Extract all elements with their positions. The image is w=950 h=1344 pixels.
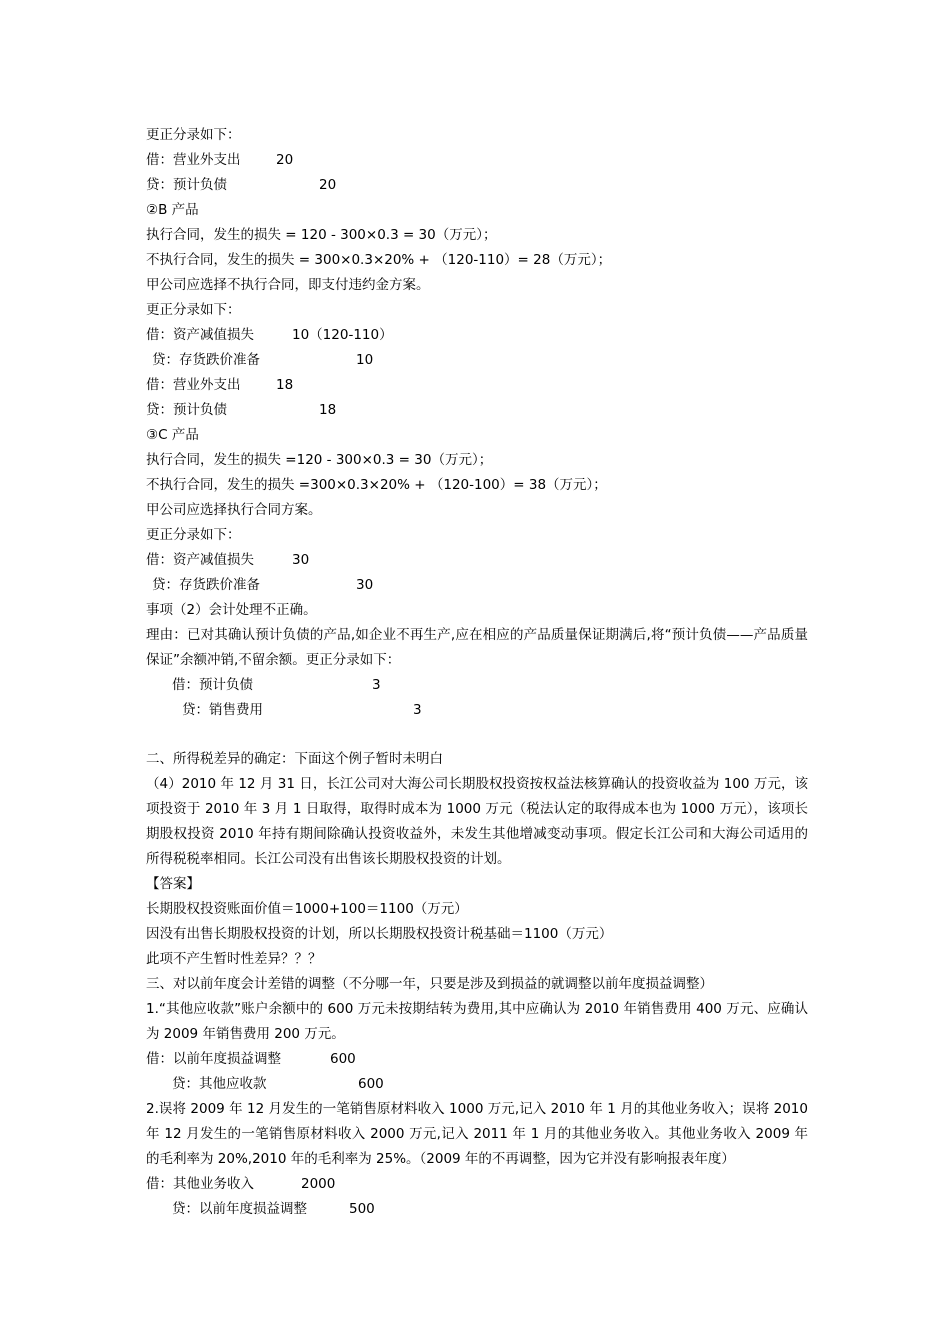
amount: 10（120-110） — [292, 327, 393, 343]
text-line: 更正分录如下： — [146, 527, 241, 543]
journal-debit-line — [146, 1172, 336, 1197]
amount: 3 — [372, 677, 381, 693]
journal-credit-line — [152, 573, 374, 598]
journal-debit-line — [146, 323, 393, 348]
paragraph: 2.误将 2009 年 12 月发生的一笔销售原材料收入 1000 万元,记入 2010 年 1 月的其他业务收入；误将 2010 年 12 月发生的一笔销售原材料收入 2000 万元,记入 2011 年 1 月的其他业务收入。其他业务收入 2009 年的毛利率为 20%,2010 年的毛利率为 25%。（2009 年的不再调整，因为它并没有影响报表年度） — [146, 1101, 808, 1167]
text-line: 甲公司应选择执行合同方案。 — [146, 502, 322, 518]
text-line: 执行合同，发生的损失 = 120 - 300×0.3 = 30（万元）； — [146, 227, 497, 243]
amount: 3 — [413, 702, 422, 718]
amount: 600 — [330, 1051, 356, 1067]
amount: 18 — [276, 377, 294, 393]
journal-credit-line — [152, 348, 374, 373]
amount: 2000 — [301, 1176, 336, 1192]
text-line: 事项（2）会计处理不正确。 — [146, 602, 317, 618]
amount: 20 — [319, 177, 337, 193]
journal-credit-line — [172, 1197, 375, 1222]
journal-debit-line — [146, 373, 294, 398]
text-line: 更正分录如下： — [146, 127, 241, 143]
amount: 30 — [292, 552, 310, 568]
journal-debit-line — [146, 148, 294, 173]
account-name: 贷：存货跌价准备 — [152, 577, 260, 593]
text-line: 甲公司应选择不执行合同，即支付违约金方案。 — [146, 277, 430, 293]
text-line: 长期股权投资账面价值＝1000+100＝1100（万元） — [146, 901, 468, 917]
journal-credit-line — [172, 1072, 384, 1097]
text-line: 此项不产生暂时性差异？？？ — [146, 951, 322, 967]
account-name: 借：预计负债 — [172, 677, 253, 693]
amount: 20 — [276, 152, 294, 168]
account-name: 借：资产减值损失 — [146, 327, 254, 343]
amount: 500 — [349, 1201, 375, 1217]
text-line: 不执行合同，发生的损失 = 300×0.3×20% + （120-110）= 28（万元）； — [146, 252, 612, 268]
section-heading: ③C 产品 — [146, 427, 199, 443]
text-line: 不执行合同，发生的损失 =300×0.3×20% + （120-100）= 38（万元）； — [146, 477, 607, 493]
section-heading: ②B 产品 — [146, 202, 199, 218]
text-line: 【答案】 — [146, 876, 200, 892]
account-name: 借：以前年度损益调整 — [146, 1051, 281, 1067]
section-heading: 二、所得税差异的确定：下面这个例子暂时未明白 — [146, 751, 443, 767]
text-line: 执行合同，发生的损失 =120 - 300×0.3 = 30（万元）； — [146, 452, 493, 468]
journal-credit-line — [146, 398, 337, 423]
journal-credit-line — [146, 173, 337, 198]
text-line: 更正分录如下： — [146, 302, 241, 318]
journal-debit-line — [146, 1047, 356, 1072]
paragraph: （4）2010 年 12 月 31 日，长江公司对大海公司长期股权投资按权益法核算确认的投资收益为 100 万元，该项投资于 2010 年 3 月 1 日取得，取得时成本为 1000 万元（税法认定的取得成本也为 1000 万元），该项长期股权投资 2010 年持有期间除确认投资收益外，未发生其他增减变动事项。假定长江公司和大海公司适用的所得税税率相同。长江公司没有出售该长期股权投资的计划。 — [146, 776, 808, 867]
account-name: 贷：以前年度损益调整 — [172, 1201, 307, 1217]
account-name: 贷：预计负债 — [146, 177, 227, 193]
paragraph: 1.“其他应收款”账户余额中的 600 万元未按期结转为费用,其中应确认为 2010 年销售费用 400 万元、应确认为 2009 年销售费用 200 万元。 — [146, 1001, 808, 1042]
account-name: 借：营业外支出 — [146, 377, 241, 393]
amount: 30 — [356, 577, 374, 593]
journal-credit-line — [182, 698, 422, 723]
paragraph: 理由：已对其确认预计负债的产品,如企业不再生产,应在相应的产品质量保证期满后,将“预计负债——产品质量保证”余额冲销,不留余额。更正分录如下： — [146, 627, 808, 668]
journal-debit-line — [172, 673, 381, 698]
account-name: 借：资产减值损失 — [146, 552, 254, 568]
account-name: 借：营业外支出 — [146, 152, 241, 168]
journal-debit-line — [146, 548, 310, 573]
amount: 18 — [319, 402, 337, 418]
amount: 10 — [356, 352, 374, 368]
account-name: 贷：预计负债 — [146, 402, 227, 418]
account-name: 贷：销售费用 — [182, 702, 263, 718]
text-line: 因没有出售长期股权投资的计划，所以长期股权投资计税基础＝1100（万元） — [146, 926, 613, 942]
amount: 600 — [358, 1076, 384, 1092]
account-name: 贷：其他应收款 — [172, 1076, 267, 1092]
account-name: 借：其他业务收入 — [146, 1176, 254, 1192]
section-heading: 三、对以前年度会计差错的调整（不分哪一年，只要是涉及到损益的就调整以前年度损益调整） — [146, 976, 713, 992]
account-name: 贷：存货跌价准备 — [152, 352, 260, 368]
